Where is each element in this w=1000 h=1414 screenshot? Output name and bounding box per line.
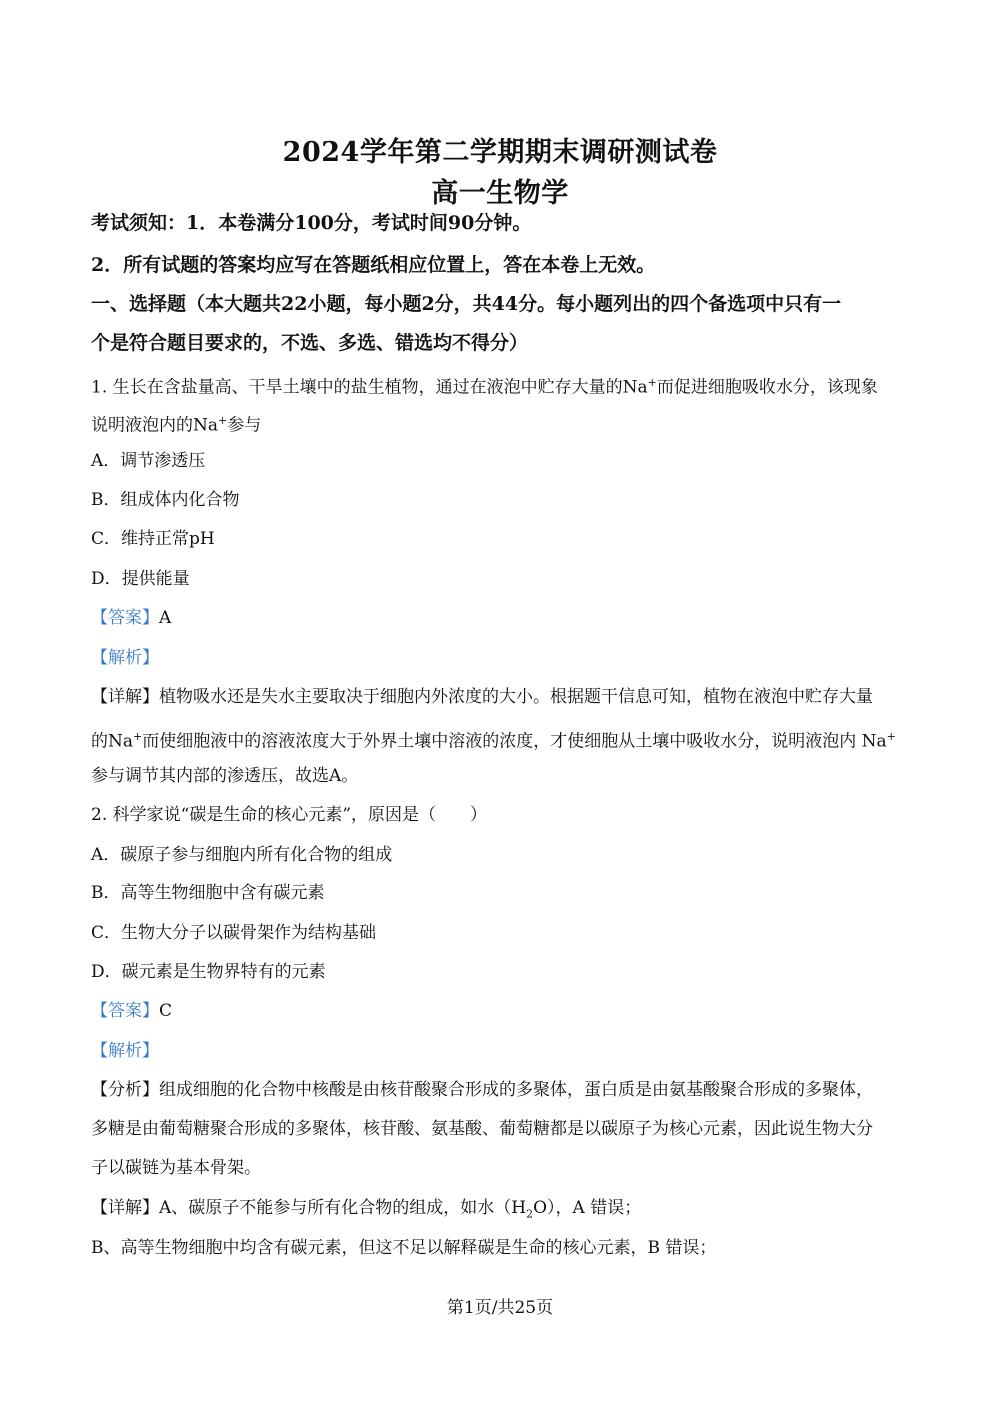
- q1-option-c: C．维持正常pH: [91, 529, 215, 549]
- q2-option-c: C．生物大分子以碳骨架作为结构基础: [91, 923, 377, 943]
- answer-value: C: [159, 1001, 173, 1021]
- q1-stem-line-1: 1. 生长在含盐量高、干旱土壤中的盐生植物，通过在液泡中贮存大量的Na+而促进细胞吸收水分，该现象: [91, 376, 878, 398]
- q2-option-b: B．高等生物细胞中含有碳元素: [91, 883, 325, 903]
- q2-detail-line-1: 【详解】A、碳原子不能参与所有化合物的组成，如水$(H_2O)$，A 错误；: [91, 1198, 642, 1221]
- exam-title: 2024学年第二学期期末调研测试卷: [282, 137, 718, 168]
- q2-fenxi-line-2: 多糖是由葡萄糖聚合形成的多聚体，核苷酸、氨基酸、葡萄糖都是以碳原子为核心元素，因此说生物大分: [91, 1119, 873, 1139]
- q1-detail-line-1: 【详解】植物吸水还是失水主要取决于细胞内外浓度的大小。根据题干信息可知，植物在液泡中贮存大量: [91, 687, 873, 707]
- q1-detail-line-2: 的Na+而使细胞液中的溶液浓度大于外界土壤中溶液的浓度，才使细胞从土壤中吸收水分，说明液泡内 Na+: [91, 730, 896, 752]
- section-heading-line-1: 一、选择题（本大题共22小题，每小题2分，共44分。每小题列出的四个备选项中只有一: [91, 293, 842, 315]
- q2-option-d: D．碳元素是生物界特有的元素: [91, 962, 326, 982]
- q1-option-a: A．调节渗透压: [91, 451, 206, 471]
- q2-answer: [91, 1000, 911, 1022]
- q1-detail-line-3: 参与调节其内部的渗透压，故选A。: [91, 766, 359, 786]
- q1-stem-line-2: 说明液泡内的Na+参与: [91, 414, 262, 436]
- exam-subtitle: 高一生物学: [431, 178, 569, 209]
- q2-analysis-tag: 【解析】: [91, 1041, 159, 1061]
- q1-answer: [91, 607, 911, 629]
- q2-fenxi-line-3: 子以碳链为基本骨架。: [91, 1158, 261, 1178]
- q2-option-a: A．碳原子参与细胞内所有化合物的组成: [91, 845, 393, 865]
- q1-analysis-tag: 【解析】: [91, 648, 159, 668]
- section-heading-line-2: 个是符合题目要求的，不选、多选、错选均不得分）: [91, 332, 529, 354]
- answer-tag: 【答案】: [91, 1001, 159, 1021]
- q1-option-b: B．组成体内化合物: [91, 490, 240, 510]
- notice-line-2: 2．所有试题的答案均应写在答题纸相应位置上，答在本卷上无效。: [91, 254, 656, 276]
- q1-option-d: D．提供能量: [91, 569, 190, 589]
- q2-fenxi-line-1: 【分析】组成细胞的化合物中核酸是由核苷酸聚合形成的多聚体，蛋白质是由氨基酸聚合形成的多聚体，: [91, 1080, 873, 1100]
- page-footer: 第1页/共25页: [446, 1298, 554, 1318]
- q2-stem: 2. 科学家说“碳是生命的核心元素”，原因是（ ）: [91, 805, 488, 825]
- q2-detail-line-2: B、高等生物细胞中均含有碳元素，但这不足以解释碳是生命的核心元素，B 错误；: [91, 1238, 717, 1258]
- answer-value: A: [159, 608, 172, 628]
- notice-line-1: 考试须知：1．本卷满分100分，考试时间90分钟。: [91, 212, 532, 234]
- answer-tag: 【答案】: [91, 608, 159, 628]
